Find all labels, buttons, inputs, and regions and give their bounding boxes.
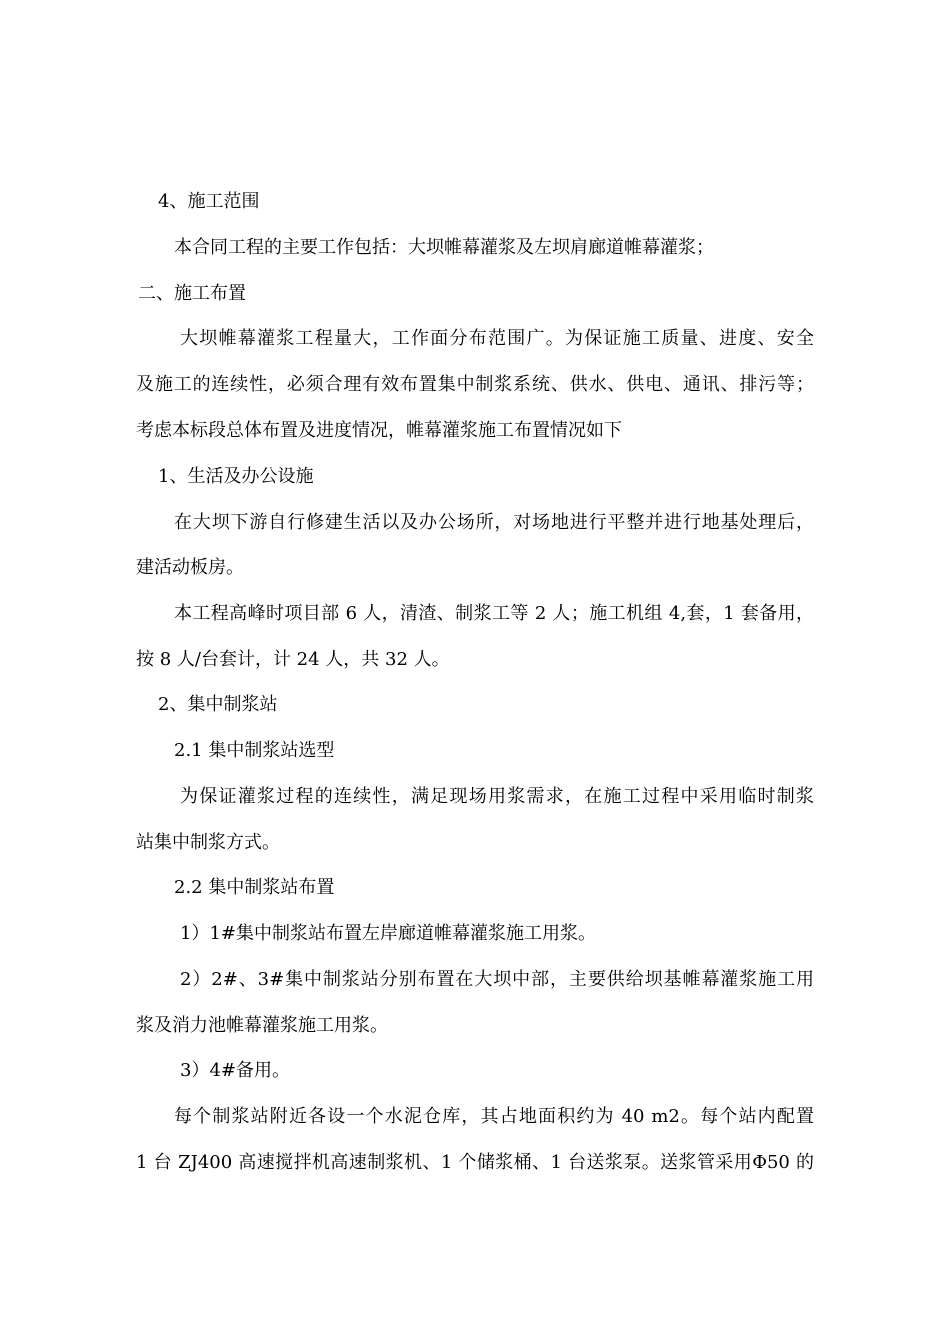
paragraph-line: 考虑本标段总体布置及进度情况，帷幕灌浆施工布置情况如下: [136, 420, 622, 441]
paragraph-line: 浆及消力池帷幕灌浆施工用浆。: [136, 1015, 388, 1036]
subsection-heading-station-selection: 2.1 集中制浆站选型: [174, 740, 335, 761]
list-item: 3）4#备用。: [180, 1060, 290, 1081]
paragraph-line: 站集中制浆方式。: [136, 832, 280, 853]
list-item: 1）1#集中制浆站布置左岸廊道帷幕灌浆施工用浆。: [180, 923, 596, 944]
paragraph-line: 建活动板房。: [136, 557, 244, 578]
section-heading-construction-layout: 二、施工布置: [138, 283, 246, 304]
paragraph-line: 大坝帷幕灌浆工程量大，工作面分布范围广。为保证施工质量、进度、安全: [180, 328, 814, 349]
paragraph-line: 按 8 人/台套计，计 24 人，共 32 人。: [136, 649, 450, 670]
paragraph-line: 及施工的连续性，必须合理有效布置集中制浆系统、供水、供电、通讯、排污等；: [136, 374, 814, 395]
paragraph-line: 为保证灌浆过程的连续性，满足现场用浆需求，在施工过程中采用临时制浆: [180, 786, 814, 807]
paragraph-line: 本工程高峰时项目部 6 人，清渣、制浆工等 2 人；施工机组 4,套，1 套备用，: [174, 603, 814, 624]
list-item: 2）2#、3#集中制浆站分别布置在大坝中部，主要供给坝基帷幕灌浆施工用: [180, 969, 814, 990]
subsection-heading-station-layout: 2.2 集中制浆站布置: [174, 877, 335, 898]
paragraph-line: 1 台 ZJ400 高速搅拌机高速制浆机、1 个储浆桶、1 台送浆泵。送浆管采用Φ50 的: [136, 1152, 814, 1173]
paragraph-line: 本合同工程的主要工作包括：大坝帷幕灌浆及左坝肩廊道帷幕灌浆；: [174, 237, 714, 258]
section-heading-grout-station: 2、集中制浆站: [158, 694, 278, 715]
section-heading-construction-scope: 4、施工范围: [158, 191, 260, 212]
paragraph-line: 每个制浆站附近各设一个水泥仓库，其占地面积约为 40 m2。每个站内配置: [174, 1106, 814, 1127]
section-heading-living-office: 1、生活及办公设施: [158, 466, 314, 487]
paragraph-line: 在大坝下游自行修建生活以及办公场所，对场地进行平整并进行地基处理后，: [174, 512, 814, 533]
